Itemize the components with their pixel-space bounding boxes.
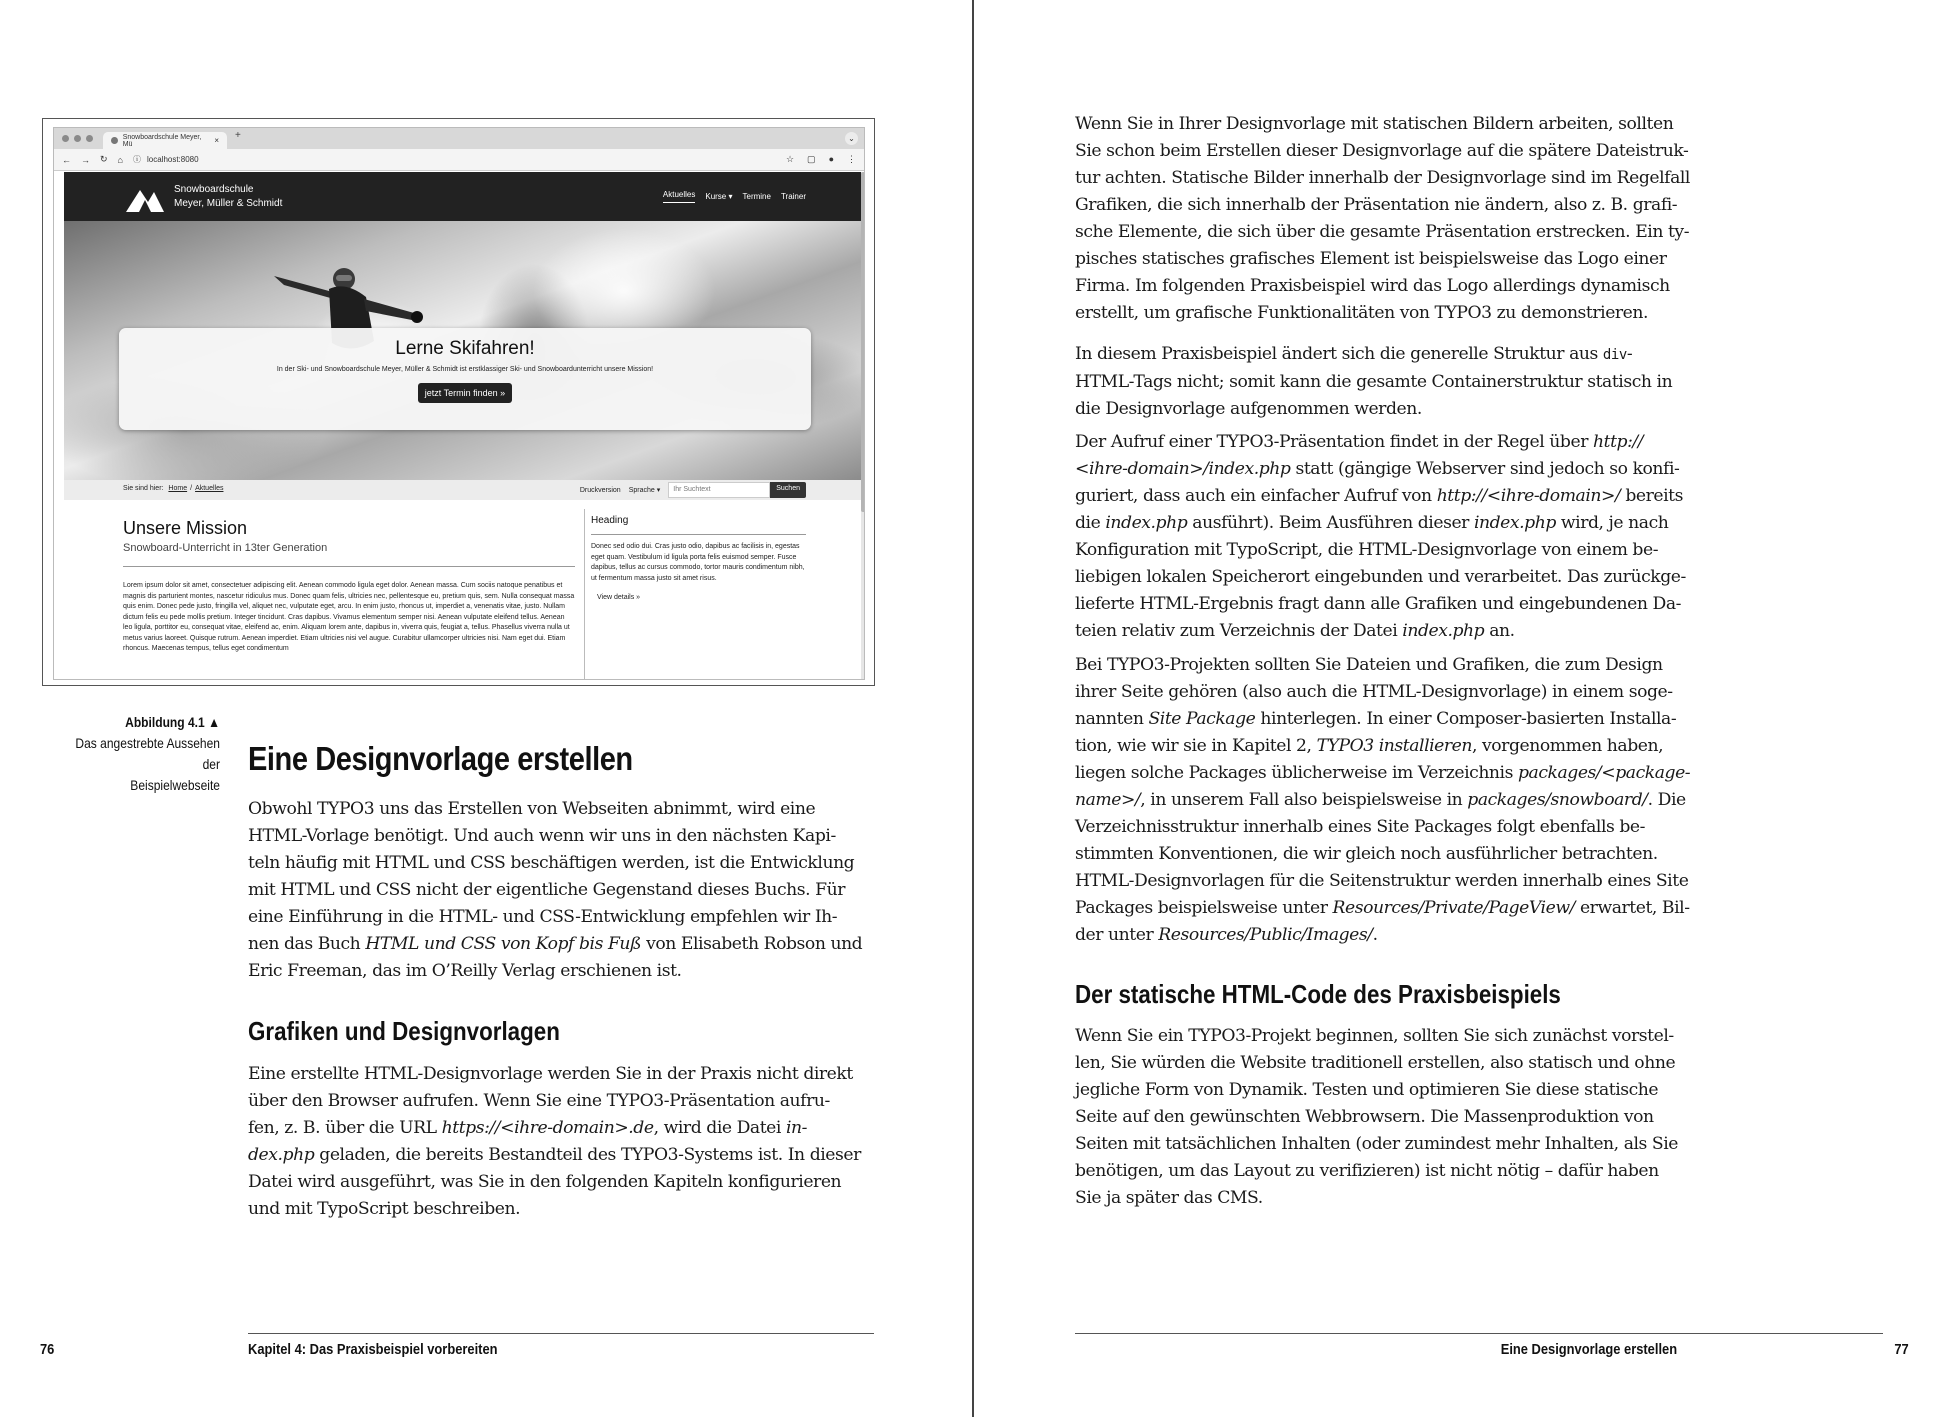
text-line: lieferte HTML-Ergebnis fragt dann alle Grafiken und eingebundenen Da- xyxy=(1075,594,1682,614)
text-run: . xyxy=(1372,925,1378,945)
tab-close-icon: × xyxy=(214,136,219,145)
text-line xyxy=(1075,618,1686,645)
text-run: , in unserem Fall also beispielsweise in xyxy=(1140,790,1468,810)
page-number: 77 xyxy=(1894,1341,1909,1358)
text-run: erwartet, Bil- xyxy=(1574,898,1690,918)
text-run: der unter xyxy=(1075,925,1159,945)
brand-line-1: Snowboardschule xyxy=(174,183,254,195)
text-run: die xyxy=(1075,513,1106,533)
hero-jumbotron xyxy=(119,328,811,430)
text-line: Wenn Sie in Ihrer Designvorlage mit statischen Bildern arbeiten, sollten xyxy=(1075,114,1674,134)
text-run: nen das Buch xyxy=(248,934,366,954)
site-search-button: Suchen xyxy=(770,482,806,498)
text-run: fen, z. B. über die URL xyxy=(248,1118,442,1138)
browser-window xyxy=(53,127,865,680)
running-head: Kapitel 4: Das Praxisbeispiel vorbereiten xyxy=(248,1341,498,1358)
maximize-window-dot xyxy=(86,135,93,142)
text-line: len, Sie würden die Website traditionell erstellen, also statisch und ohne xyxy=(1075,1053,1676,1073)
mission-title: Unsere Mission xyxy=(123,518,248,538)
text-run: , vorgenommen haben, xyxy=(1472,736,1664,756)
text-run: wird, je nach xyxy=(1555,513,1669,533)
footer-rule xyxy=(1075,1333,1883,1334)
text-line: stimmten Konventionen, die wir gleich noch ausführlicher betrachten. xyxy=(1075,844,1658,864)
subsection-heading: Grafiken und Designvorlagen xyxy=(248,1016,560,1046)
path: Resources/Private/PageView/ xyxy=(1332,898,1575,918)
language-dropdown: Sprache ▾ xyxy=(628,487,661,494)
site-package-paragraph xyxy=(1075,652,1690,949)
caption-label: Abbildung 4.1 ▲ xyxy=(125,714,220,730)
new-tab-icon: + xyxy=(235,130,241,141)
static-images-paragraph xyxy=(1075,111,1690,327)
text-line: Obwohl TYPO3 uns das Erstellen von Webseiten abnimmt, wird eine xyxy=(248,799,816,819)
text-run: bereits xyxy=(1620,486,1683,506)
text-line xyxy=(1075,341,1672,369)
chapter-title: TYPO3 installieren xyxy=(1316,736,1472,756)
text-line: ihrer Seite gehören (also auch die HTML-Designvorlage) in einem soge- xyxy=(1075,682,1673,702)
breadcrumb xyxy=(123,485,226,492)
text-line xyxy=(1075,733,1690,760)
text-line: Firma. Im folgenden Praxisbeispiel wird das Logo allerdings dynamisch xyxy=(1075,276,1670,296)
intro-paragraph xyxy=(248,796,862,985)
text-line: HTML-Vorlage benötigt. Und auch wenn wir uns in den nächsten Kapi- xyxy=(248,826,836,846)
text-line: benötigen, um das Layout zu verifizieren) ist nicht nötig – dafür haben xyxy=(1075,1161,1659,1181)
breadcrumb-current: Aktuelles xyxy=(195,485,224,492)
term: Site Package xyxy=(1148,709,1256,729)
book-title: HTML und CSS von Kopf bis Fuß xyxy=(365,934,642,954)
nav-item-trainer: Trainer xyxy=(780,192,806,201)
text-line: liebigen lokalen Speicherort eingebunden und verarbeitet. Das zurückge- xyxy=(1075,567,1686,587)
text-line xyxy=(248,931,862,958)
mission-subtitle: Snowboard-Unterricht in 13ter Generation xyxy=(123,542,328,554)
filename: dex.php xyxy=(248,1145,315,1165)
menu-kebab-icon: ⋮ xyxy=(847,154,856,164)
window-controls xyxy=(62,128,93,149)
profile-icon: ● xyxy=(828,154,834,164)
text-line: die Designvorlage aufgenommen werden. xyxy=(1075,399,1422,419)
close-window-dot xyxy=(62,135,69,142)
text-line xyxy=(248,1142,861,1169)
text-run: ausführt). Beim Ausführen dieser xyxy=(1187,513,1474,533)
reload-icon: ↻ xyxy=(100,154,108,164)
url-example: http://<ihre-domain>/ xyxy=(1436,486,1621,506)
filename: in- xyxy=(785,1118,807,1138)
home-icon: ⌂ xyxy=(117,154,123,165)
text-line xyxy=(248,1115,861,1142)
text-line xyxy=(1075,429,1686,456)
text-line: Konfiguration mit TypoScript, die HTML-Designvorlage von einem be- xyxy=(1075,540,1659,560)
filename: index.php xyxy=(1402,621,1485,641)
text-line xyxy=(1075,895,1690,922)
path: packages/<package- xyxy=(1518,763,1691,783)
mission-text: Lorem ipsum dolor sit amet, consectetuer adipiscing elit. Aenean commodo ligula eget dolor. Aenean massa. Cum sociis natoque penatibus et magnis dis parturient montes, nascetur ridiculus mus. Donec quam felis, ultricies nec, pellentesque eu, pretium quis, sem. Nulla consequat massa quis enim. Donec pede justo, fringilla vel, aliquet nec, vulputate eget, arcu. In enim justo, rhoncus ut, imperdiet a, venenatis vitae, justo. Nullam dictum felis eu pede mollis pretium. Integer tincidunt. Cras dapibus. Vivamus elementum semper nisi. Aenean vulputate eleifend tellus. Aenean leo ligula, porttitor eu, consequat vitae, eleifend ac, enim. Aliquam lorem ante, dapibus in, viverra quis, feugiat a, tellus. Phasellus viverra nulla ut metus varius laoreet. Quisque rutrum. Aenean imperdiet. Etiam ultricies nisi vel augue. Curabitur ullamcorper ultricies nisi. Nam eget dui. Etiam rhoncus. Maecenas tempus, tellus eget condimentum xyxy=(123,582,575,652)
url-example: <ihre-domain>/index.php xyxy=(1075,459,1291,479)
breadcrumb-home: Home xyxy=(168,485,188,492)
text-line: HTML-Designvorlagen für die Seitenstruktur werden innerhalb eines Site xyxy=(1075,871,1689,891)
text-line: HTML-Tags nicht; somit kann die gesamte Containerstruktur statisch in xyxy=(1075,372,1673,392)
url-text: localhost:8080 xyxy=(146,155,199,164)
hero-title: Lerne Skifahren! xyxy=(395,338,535,359)
toolbar-icons xyxy=(786,154,856,165)
site-scrollbar xyxy=(861,172,865,680)
text-run: geladen, die bereits Bestandteil des TYPO3-Systems ist. In dieser xyxy=(314,1145,861,1165)
text-line xyxy=(1075,483,1686,510)
nav-item-aktuelles: Aktuelles xyxy=(663,190,695,203)
text-line: Wenn Sie ein TYPO3-Projekt beginnen, sollten Sie sich zunächst vorstel- xyxy=(1075,1026,1674,1046)
text-line: Seite auf den gewünschten Webbrowsern. Die Massenproduktion von xyxy=(1075,1107,1654,1127)
text-line: eine Einführung in die HTML- und CSS-Entwicklung empfehlen wir Ih- xyxy=(248,907,838,927)
tab-title: Snowboardschule Meyer, Mü xyxy=(122,133,202,148)
path: Resources/Public/Images/ xyxy=(1158,925,1373,945)
favicon-icon xyxy=(111,137,118,144)
text-run: tion, wie wir sie in Kapitel 2, xyxy=(1075,736,1317,756)
bar-tools xyxy=(580,482,806,498)
forward-icon: → xyxy=(81,154,90,165)
code-div: div xyxy=(1602,347,1627,363)
bookmark-star-icon: ☆ xyxy=(785,154,795,164)
text-run: statt (gängige Webserver sind jedoch so konfi- xyxy=(1290,459,1680,479)
browser-address-bar xyxy=(54,149,864,171)
sidebar-text: Donec sed odio dui. Cras justo odio, dapibus ac facilisis in, egestas eget quam. Vestibulum id ligula porta felis euismod semper. Fusce dapibus, tellus ac cursus commodo, tortor mauris condimentum nibh, ut fermentum massa justo sit amet risus. xyxy=(591,543,805,582)
text-line: erstellt, um grafische Funktionalitäten von TYPO3 zu demonstrieren. xyxy=(1075,303,1649,323)
text-run: hinterlegen. In einer Composer-basierten Installa- xyxy=(1255,709,1677,729)
text-run: teien relativ zum Verzeichnis der Datei xyxy=(1075,621,1403,641)
request-paragraph xyxy=(1075,429,1686,645)
text-line: Datei wird ausgeführt, was Sie in den folgenden Kapiteln konfigurieren xyxy=(248,1172,842,1192)
minimize-window-dot xyxy=(74,135,81,142)
hero-lead: In der Ski- und Snowboardschule Meyer, Müller & Schmidt ist erstklassiger Ski- und Snowboardunterricht unsere Mission! xyxy=(276,366,654,373)
url-example: http:// xyxy=(1593,432,1644,452)
text-line: Grafiken, die sich innerhalb der Präsentation nie ändern, also z. B. grafi- xyxy=(1075,195,1678,215)
text-line: Bei TYPO3-Projekten sollten Sie Dateien und Grafiken, die zum Design xyxy=(1075,655,1663,675)
text-run: liegen solche Packages üblicherweise im Verzeichnis xyxy=(1075,763,1518,783)
nav-item-kurse: Kurse ▾ xyxy=(705,192,733,201)
text-line: teln häufig mit HTML und CSS beschäftigen werden, ist die Entwicklung xyxy=(248,853,855,873)
text-line xyxy=(1075,456,1686,483)
print-version-link: Druckversion xyxy=(579,486,621,494)
text-line: mit HTML und CSS nicht der eigentliche Gegenstand dieses Buchs. Für xyxy=(248,880,845,900)
text-run: guriert, dass auch ein einfacher Aufruf von xyxy=(1075,486,1437,506)
filename: index.php xyxy=(1473,513,1556,533)
find-date-button: jetzt Termin finden » xyxy=(418,383,512,403)
text-run: nannten xyxy=(1075,709,1149,729)
sidebar-heading: Heading xyxy=(591,515,629,526)
text-line xyxy=(1075,760,1690,787)
text-run: In diesem Praxisbeispiel ändert sich die generelle Struktur aus xyxy=(1075,344,1603,364)
text-line: jegliche Form von Dynamik. Testen und optimieren Sie diese statische xyxy=(1075,1080,1659,1100)
tab-menu-icon: ⌄ xyxy=(845,132,858,145)
caption-line-2: Beispielwebseite xyxy=(130,777,220,793)
text-line: Seiten mit tatsächlichen Inhalten (oder zumindest mehr Inhalten, als Sie xyxy=(1075,1134,1679,1154)
hero-image xyxy=(64,221,865,480)
text-run: , wird die Datei xyxy=(653,1118,786,1138)
page-number: 76 xyxy=(40,1341,55,1358)
text-line: Eine erstellte HTML-Designvorlage werden Sie in der Praxis nicht direkt xyxy=(248,1064,853,1084)
site-brand xyxy=(174,183,282,211)
left-page xyxy=(0,0,974,1417)
text-line xyxy=(1075,922,1690,949)
sidebar-divider xyxy=(591,534,806,535)
site-navbar xyxy=(64,172,865,221)
info-icon: ⓘ xyxy=(132,155,141,164)
text-line: sche Elemente, die sich über die gesamte Präsentation erstrecken. Ein ty- xyxy=(1075,222,1690,242)
figure-caption xyxy=(57,712,220,796)
url-example: https://<ihre-domain>.de xyxy=(441,1118,654,1138)
mission-section xyxy=(123,518,575,655)
site-search-input: Ihr Suchtext xyxy=(668,482,770,498)
brand-line-2: Meyer, Müller & Schmidt xyxy=(174,197,283,209)
subsection-heading: Der statische HTML-Code des Praxisbeispiels xyxy=(1075,979,1561,1009)
nav-item-termine: Termine xyxy=(742,192,771,201)
text-line xyxy=(1075,510,1686,537)
footer-rule xyxy=(248,1333,874,1334)
caption-line-1: Das angestrebte Aussehen der xyxy=(75,735,220,772)
filename: index.php xyxy=(1105,513,1188,533)
site-nav-links xyxy=(663,172,806,221)
text-line: Sie schon beim Erstellen dieser Designvorlage auf die spätere Dateistruk- xyxy=(1075,141,1689,161)
browser-tabbar xyxy=(54,128,864,149)
mission-divider xyxy=(123,566,575,567)
path: packages/snowboard/ xyxy=(1467,790,1648,810)
sidebar-column xyxy=(584,509,806,680)
breadcrumb-separator: / xyxy=(190,485,193,492)
text-line xyxy=(1075,787,1690,814)
running-head: Eine Designvorlage erstellen xyxy=(1500,1341,1677,1358)
text-run: von Elisabeth Robson und xyxy=(641,934,863,954)
text-run: Der Aufruf einer TYPO3-Präsentation findet in der Regel über xyxy=(1075,432,1593,452)
section-heading: Eine Designvorlage erstellen xyxy=(248,740,633,777)
text-line: tur achten. Statische Bilder innerhalb der Designvorlage sind im Regelfall xyxy=(1075,168,1690,188)
graphics-paragraph xyxy=(248,1061,861,1223)
text-line: Eric Freeman, das im O’Reilly Verlag erschienen ist. xyxy=(248,961,682,981)
back-icon: ← xyxy=(62,154,71,165)
text-run: - xyxy=(1626,344,1633,364)
url-field xyxy=(133,154,776,165)
text-line: und mit TypoScript beschreiben. xyxy=(248,1199,521,1219)
static-html-paragraph xyxy=(1075,1023,1678,1212)
text-line: Verzeichnisstruktur innerhalb eines Site Packages folgt ebenfalls be- xyxy=(1075,817,1646,837)
site-scrollbar-thumb xyxy=(861,172,865,512)
breadcrumb-bar xyxy=(64,480,865,500)
website-viewport xyxy=(64,172,865,680)
extensions-icon: ▢ xyxy=(807,154,816,164)
right-page xyxy=(975,0,1949,1417)
browser-tab xyxy=(103,132,227,149)
structure-paragraph xyxy=(1075,341,1672,423)
text-run: . Die xyxy=(1647,790,1686,810)
figure-screenshot xyxy=(42,118,875,686)
text-line xyxy=(1075,706,1690,733)
text-run: an. xyxy=(1484,621,1515,641)
breadcrumb-label: Sie sind hier: xyxy=(123,485,164,492)
text-line: über den Browser aufrufen. Wenn Sie eine TYPO3-Präsentation aufru- xyxy=(248,1091,830,1111)
path: name>/ xyxy=(1075,790,1141,810)
text-line: Sie ja später das CMS. xyxy=(1075,1188,1263,1208)
view-details-link: View details » xyxy=(597,594,641,601)
text-run: Packages beispielsweise unter xyxy=(1075,898,1333,918)
text-line: pisches statisches grafisches Element ist beispielsweise das Logo einer xyxy=(1075,249,1667,269)
mountain-logo-icon xyxy=(126,184,164,212)
